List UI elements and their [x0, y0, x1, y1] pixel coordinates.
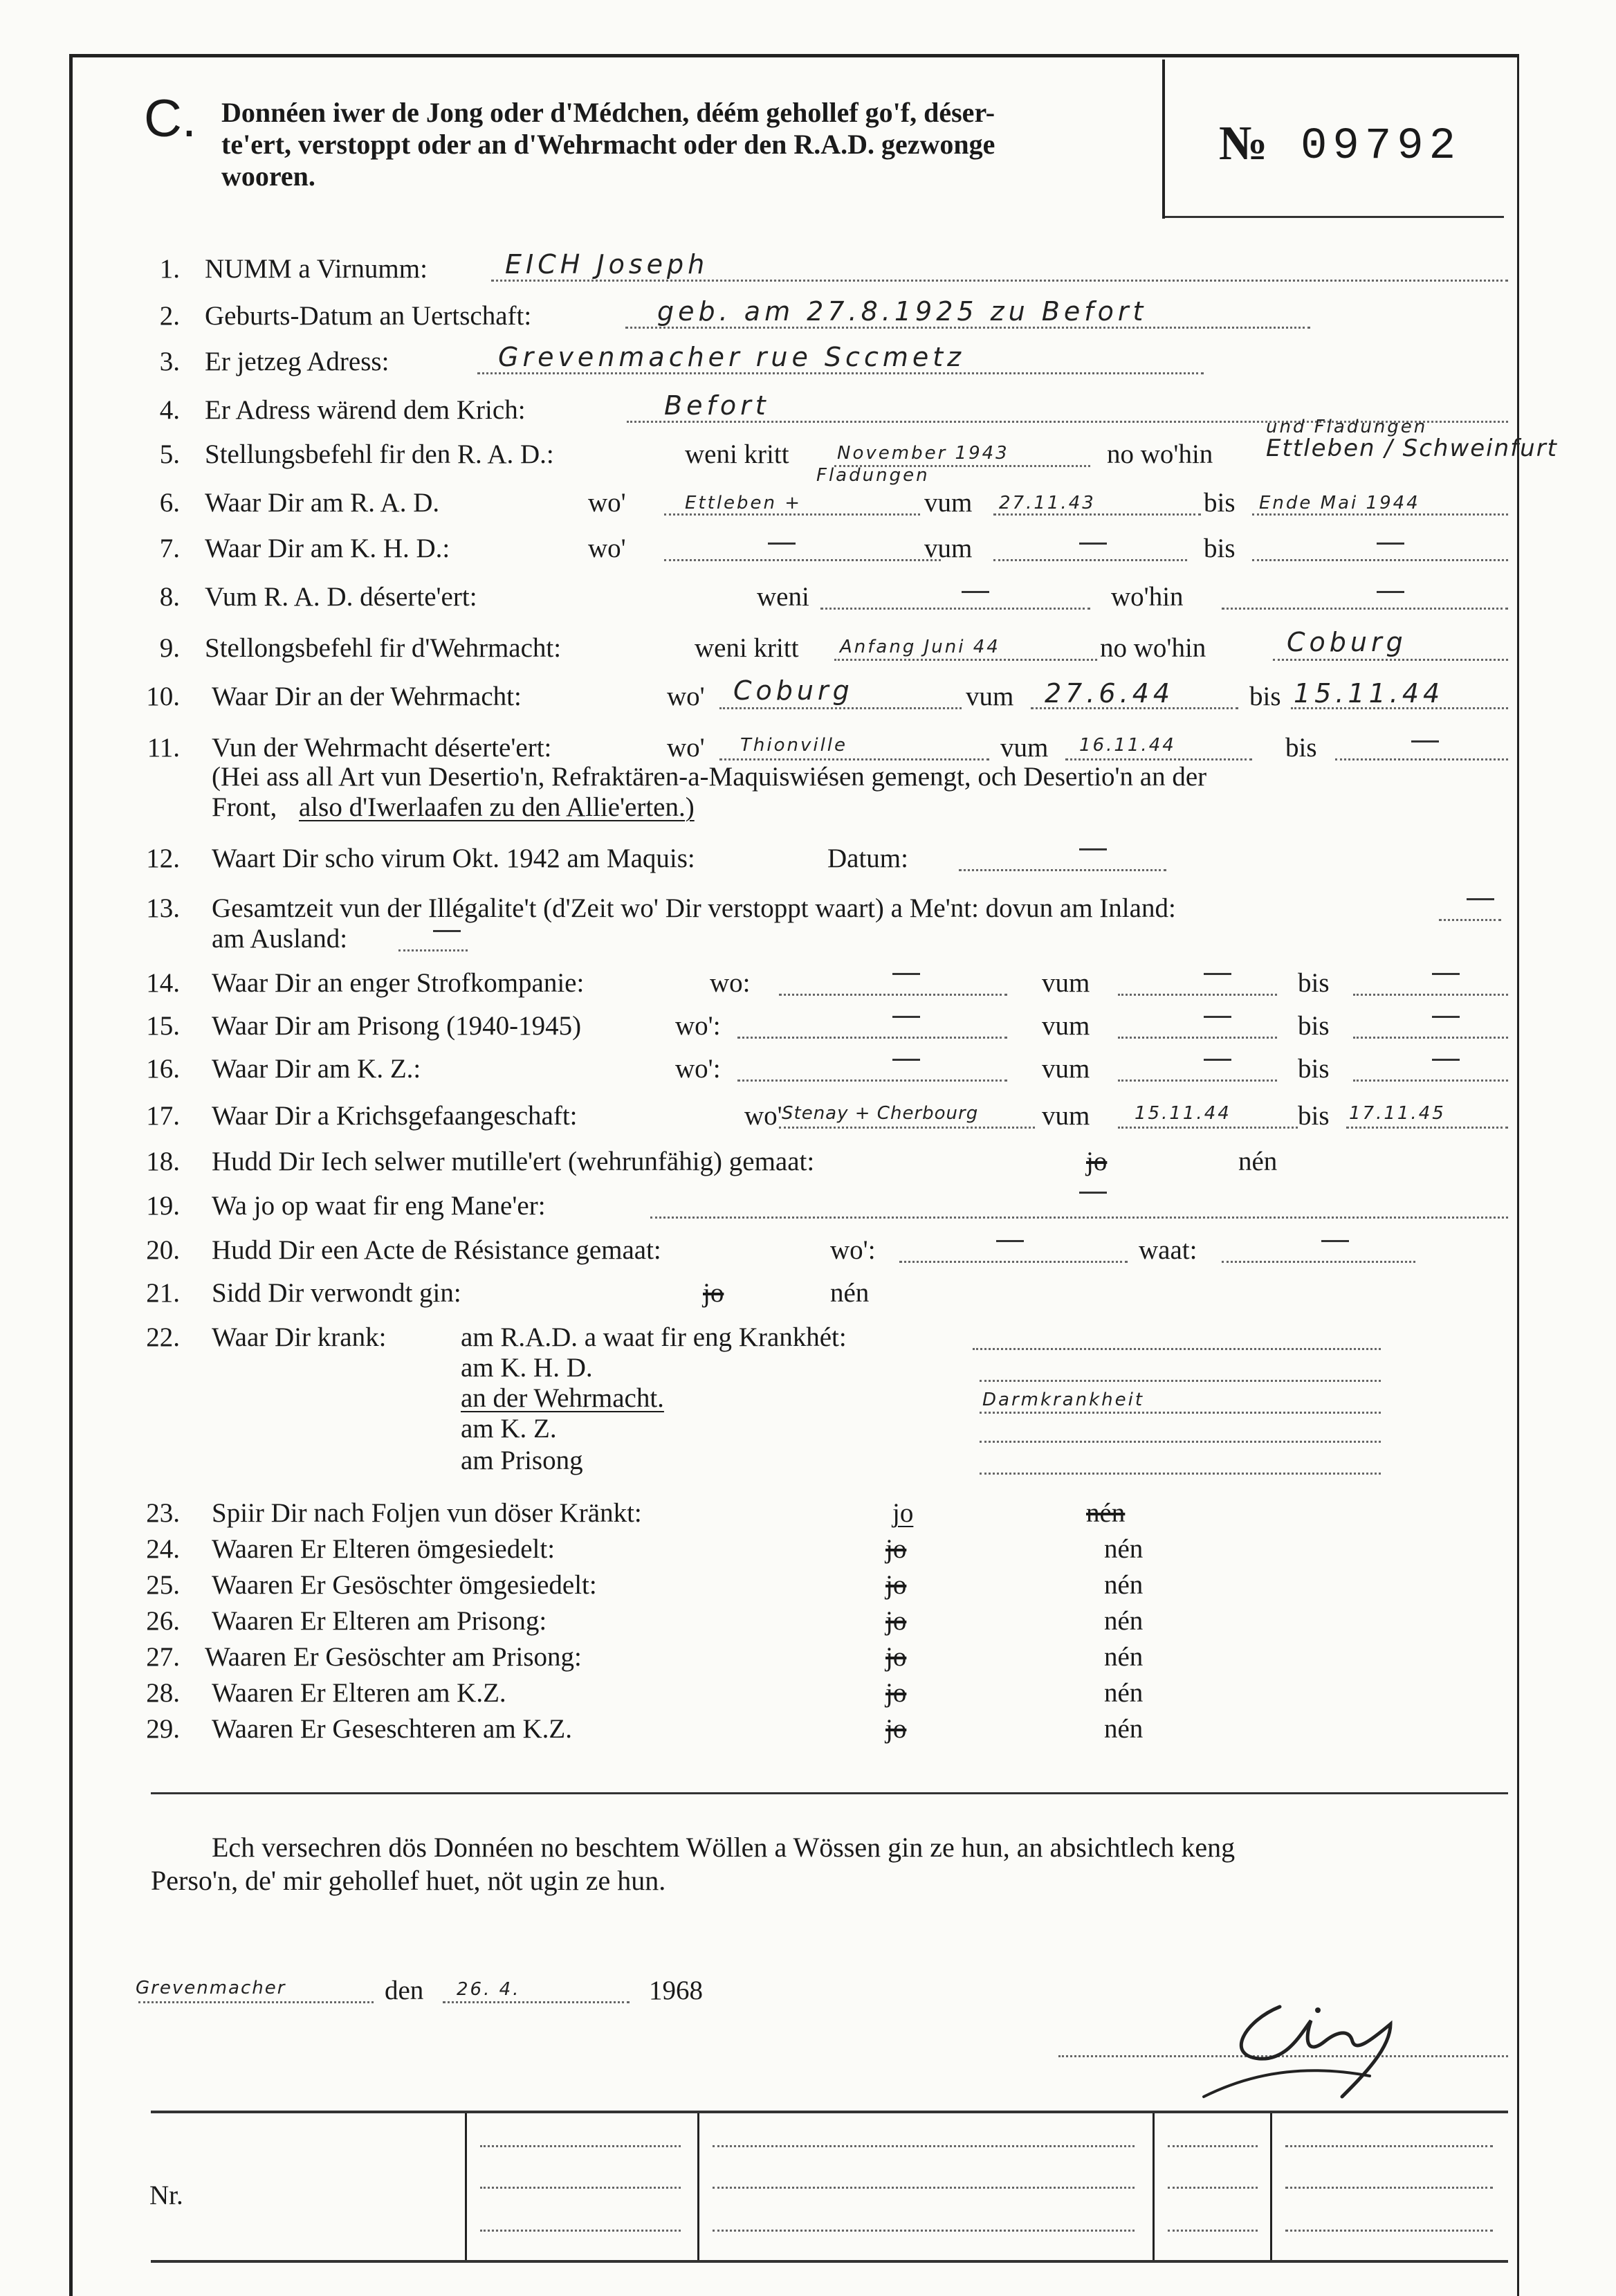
footer-nr-label: Nr. [149, 2180, 183, 2210]
item-20-number: 20. [146, 1235, 180, 1265]
item-23-number: 23. [146, 1498, 180, 1528]
item-26-nen: nén [1104, 1606, 1144, 1636]
item-14-wo-line [779, 994, 1007, 996]
item-12-label: Waart Dir scho virum Okt. 1942 am Maquis: [212, 844, 695, 873]
item-9-number: 9. [159, 633, 180, 663]
item-22-line-1 [973, 1348, 1381, 1350]
item-10-number: 10. [146, 682, 180, 711]
item-3-number: 3. [159, 347, 180, 376]
item-11-label: Vun der Wehrmacht déserte'ert: [212, 733, 552, 763]
item-2-value: geb. am 27.8.1925 zu Befort [657, 296, 1148, 327]
footer-dots-c3-r3 [1168, 2230, 1258, 2232]
signature-year: 1968 [649, 1976, 703, 2005]
item-11-wo: Thionville [740, 735, 848, 756]
item-3-label: Er jetzeg Adress: [205, 347, 389, 376]
item-22-value: Darmkrankheit [982, 1390, 1145, 1410]
signature-date: 26. 4. [457, 1979, 521, 2000]
item-29-label: Waaren Er Geseschteren am K.Z. [212, 1714, 572, 1744]
item-24-nen: nén [1104, 1534, 1144, 1564]
footer-dots-c2-r2 [713, 2187, 1135, 2189]
item-12-datum-label: Datum: [827, 844, 908, 873]
item-7-wo-dash [768, 543, 796, 545]
item-16-vum-dash [1204, 1059, 1231, 1061]
item-5-number: 5. [159, 439, 180, 469]
section-letter: C. [144, 89, 196, 148]
item-6-bis: Ende Mai 1944 [1259, 493, 1420, 513]
item-10-wo: Coburg [733, 675, 854, 706]
item-10-bis: 15.11.44 [1294, 678, 1444, 709]
footer-dots-c3-r2 [1168, 2187, 1258, 2189]
footer-dots-c4-r2 [1285, 2187, 1493, 2189]
item-20-label: Hudd Dir een Acte de Résistance gemaat: [212, 1235, 661, 1265]
header-bottom-rule [1165, 216, 1504, 218]
item-15-vum-dash [1204, 1016, 1231, 1018]
item-11-number: 11. [147, 733, 180, 763]
item-14-bis-dash [1432, 973, 1460, 975]
footer-col-4 [1270, 2113, 1272, 2260]
item-23-label: Spiir Dir nach Foljen vun döser Kränkt: [212, 1498, 642, 1528]
item-14-wo-dash [892, 973, 920, 975]
item-4-label: Er Adress wärend dem Krich: [205, 395, 526, 425]
item-13-label: Gesamtzeit vun der Illégalite't (d'Zeit wo' Dir verstoppt waart) a Me'nt: dovun am Inland: [212, 893, 1176, 923]
item-17-vum: 15.11.44 [1135, 1103, 1231, 1124]
item-22-sub-wehrmacht: an der Wehrmacht. [461, 1383, 664, 1413]
item-14-label: Waar Dir an enger Strofkompanie: [212, 968, 585, 998]
item-14-number: 14. [146, 968, 180, 998]
item-7-vum-dash [1079, 543, 1107, 545]
item-2-line [625, 327, 1310, 329]
item-15-bis-dash [1432, 1016, 1460, 1018]
item-6-vum-label: vum [924, 488, 973, 518]
item-20-waat-line [1222, 1261, 1415, 1263]
item-16-wo-dash [892, 1059, 920, 1061]
item-15-wo-line [737, 1037, 1007, 1039]
item-17-vum-line [1118, 1127, 1298, 1129]
item-13-label-2: am Ausland: [212, 924, 348, 954]
item-5-where-note: und Fladungen [1266, 417, 1428, 437]
item-5-where: Ettleben / Schweinfurt [1266, 435, 1559, 462]
item-22-label: Waar Dir krank: [212, 1322, 387, 1352]
signature-den-label: den [385, 1976, 424, 2005]
item-24-label: Waaren Er Elteren ömgesiedelt: [212, 1534, 556, 1564]
item-11-vum-label: vum [1000, 733, 1049, 763]
signature-mark [1162, 1993, 1453, 2104]
item-19-dash [1079, 1192, 1107, 1194]
item-29-jo: jo [885, 1714, 907, 1744]
item-19-number: 19. [146, 1191, 180, 1221]
item-17-label: Waar Dir a Krichsgefaangeschaft: [212, 1101, 578, 1131]
item-8-weni-label: weni [757, 582, 809, 612]
item-17-vum-label: vum [1042, 1101, 1090, 1131]
footer-dots-c1-r2 [480, 2187, 681, 2189]
item-26-jo: jo [885, 1606, 907, 1636]
item-6-wo-note: Fladungen [816, 465, 930, 486]
footer-bottom-rule [151, 2260, 1508, 2263]
item-11-bis-line [1335, 758, 1508, 760]
item-1-number: 1. [159, 254, 180, 284]
item-14-vum-line [1118, 994, 1277, 996]
item-8-label: Vum R. A. D. déserte'ert: [205, 582, 477, 612]
item-25-jo: jo [885, 1570, 907, 1600]
item-14-wo-label: wo: [710, 968, 751, 998]
item-7-bis-dash [1377, 543, 1404, 545]
item-10-vum: 27.6.44 [1045, 678, 1175, 709]
item-2-number: 2. [159, 301, 180, 331]
item-16-vum-line [1118, 1079, 1277, 1082]
item-13-ausland-dash [433, 930, 461, 932]
item-1-line [491, 280, 1508, 282]
item-5-where-label: no wo'hin [1107, 439, 1213, 469]
item-1-label: NUMM a Virnumm: [205, 254, 428, 284]
declaration-line-1: Ech versechren dös Donnéen no beschtem Wöllen a Wössen gin ze hun, an absichtlech keng [212, 1832, 1236, 1863]
item-3-line [477, 372, 1204, 374]
item-20-wo-label: wo': [830, 1235, 876, 1265]
item-12-number: 12. [146, 844, 180, 873]
item-29-nen: nén [1104, 1714, 1144, 1744]
item-6-vum: 27.11.43 [999, 493, 1096, 513]
item-23-nen: nén [1086, 1498, 1126, 1528]
item-11-vum-line [1065, 758, 1252, 760]
item-9-where-label: no wo'hin [1100, 633, 1206, 663]
footer-top-rule [151, 2111, 1508, 2113]
item-22-line-2 [980, 1380, 1381, 1382]
item-26-number: 26. [146, 1606, 180, 1636]
item-27-jo: jo [885, 1642, 907, 1672]
item-4-number: 4. [159, 395, 180, 425]
item-22-line-4 [980, 1441, 1381, 1443]
item-10-wo-line [719, 707, 962, 709]
item-15-wo-label: wo': [675, 1011, 721, 1041]
item-14-vum-dash [1204, 973, 1231, 975]
item-10-vum-label: vum [966, 682, 1014, 711]
item-19-line [650, 1217, 1508, 1219]
item-23-jo: jo [892, 1498, 914, 1528]
item-11-note-line-2a: Front, [212, 792, 277, 822]
item-6-wo: Ettleben + [685, 493, 802, 513]
item-6-wo-label: wo' [588, 488, 626, 518]
item-16-vum-label: vum [1042, 1054, 1090, 1084]
item-27-nen: nén [1104, 1642, 1144, 1672]
item-16-bis-dash [1432, 1059, 1460, 1061]
item-9-when-label: weni kritt [695, 633, 799, 663]
item-7-bis-label: bis [1204, 534, 1236, 563]
item-7-label: Waar Dir am K. H. D.: [205, 534, 450, 563]
item-16-number: 16. [146, 1054, 180, 1084]
item-28-nen: nén [1104, 1678, 1144, 1708]
header-divider [1162, 60, 1165, 219]
date-line [443, 2001, 630, 2003]
item-7-vum-label: vum [924, 534, 973, 563]
item-15-bis-line [1353, 1037, 1508, 1039]
item-21-number: 21. [146, 1278, 180, 1308]
item-9-where-line [1273, 659, 1508, 661]
item-28-jo: jo [885, 1678, 907, 1708]
declaration-separator [151, 1792, 1508, 1794]
item-22-sub-rad: am R.A.D. a waat fir eng Krankhét: [461, 1322, 847, 1352]
item-13-inland-line [1439, 919, 1501, 921]
header-title-line-2: te'ert, verstoppt oder an d'Wehrmacht oder den R.A.D. gezwonge [221, 129, 995, 160]
item-16-bis-label: bis [1298, 1054, 1330, 1084]
item-8-weni-dash [962, 591, 989, 593]
item-22-sub-prisong: am Prisong [461, 1446, 583, 1475]
footer-col-3 [1153, 2113, 1155, 2260]
item-7-wo-label: wo' [588, 534, 626, 563]
serial-number: 09792 [1301, 122, 1462, 172]
item-6-label: Waar Dir am R. A. D. [205, 488, 440, 518]
item-27-label: Waaren Er Gesöschter am Prisong: [205, 1642, 582, 1672]
item-22-line-3 [980, 1412, 1381, 1414]
footer-dots-c2-r1 [713, 2145, 1135, 2147]
footer-dots-c1-r1 [480, 2145, 681, 2147]
header-title-line-1: Donnéen iwer de Jong oder d'Médchen, déém gehollef go'f, déser- [221, 97, 995, 128]
item-11-vum: 16.11.44 [1079, 735, 1176, 756]
item-16-wo-line [737, 1079, 1007, 1082]
item-15-bis-label: bis [1298, 1011, 1330, 1041]
item-6-wo-line [664, 513, 920, 516]
item-4-value: Befort [664, 390, 770, 421]
item-12-datum-dash [1079, 848, 1107, 850]
item-6-bis-label: bis [1204, 488, 1236, 518]
item-13-inland-dash [1467, 898, 1494, 900]
item-12-datum-line [959, 869, 1166, 871]
item-11-wo-line [719, 758, 989, 760]
item-18-number: 18. [146, 1147, 180, 1176]
item-16-wo-label: wo': [675, 1054, 721, 1084]
item-21-jo: jo [703, 1278, 724, 1308]
item-28-label: Waaren Er Elteren am K.Z. [212, 1678, 506, 1708]
footer-dots-c2-r3 [713, 2230, 1135, 2232]
item-18-label: Hudd Dir Iech selwer mutille'ert (wehrunfähig) gemaat: [212, 1147, 815, 1176]
item-25-number: 25. [146, 1570, 180, 1600]
item-21-nen: nén [830, 1278, 870, 1308]
item-5-when-label: weni kritt [685, 439, 789, 469]
item-10-bis-label: bis [1249, 682, 1281, 711]
item-9-when-line [834, 659, 1097, 661]
item-17-bis-label: bis [1298, 1101, 1330, 1131]
item-11-bis-label: bis [1285, 733, 1317, 763]
item-6-number: 6. [159, 488, 180, 518]
item-24-jo: jo [885, 1534, 907, 1564]
item-11-note-line-2b: also d'Iwerlaafen zu den Allie'erten.) [299, 792, 695, 822]
item-7-number: 7. [159, 534, 180, 563]
item-2-label: Geburts-Datum an Uertschaft: [205, 301, 532, 331]
footer-dots-c4-r1 [1285, 2145, 1493, 2147]
footer-dots-c4-r3 [1285, 2230, 1493, 2232]
place-line [138, 2001, 374, 2003]
item-13-ausland-line [398, 949, 468, 951]
item-14-bis-label: bis [1298, 968, 1330, 998]
item-9-when: Anfang Juni 44 [840, 637, 1000, 657]
item-20-wo-line [899, 1261, 1128, 1263]
item-16-bis-line [1353, 1079, 1508, 1082]
signature-place: Grevenmacher [136, 1978, 286, 1998]
item-15-vum-label: vum [1042, 1011, 1090, 1041]
footer-col-2 [697, 2113, 699, 2260]
item-11-wo-label: wo' [667, 733, 705, 763]
item-1-value: EICH Joseph [505, 249, 709, 280]
item-19-label: Wa jo op waat fir eng Mane'er: [212, 1191, 546, 1221]
item-7-vum-line [993, 559, 1187, 561]
item-17-wo-label: wo' [744, 1101, 782, 1131]
item-17-bis-line [1346, 1127, 1508, 1129]
item-3-value: Grevenmacher rue Sccmetz [498, 342, 966, 372]
item-11-bis-dash [1411, 740, 1439, 742]
item-22-line-5 [980, 1473, 1381, 1475]
item-10-label: Waar Dir an der Wehrmacht: [212, 682, 522, 711]
item-28-number: 28. [146, 1678, 180, 1708]
item-15-label: Waar Dir am Prisong (1940-1945) [212, 1011, 582, 1041]
item-9-label: Stellongsbefehl fir d'Wehrmacht: [205, 633, 562, 663]
item-9-where: Coburg [1287, 627, 1407, 657]
item-24-number: 24. [146, 1534, 180, 1564]
item-18-jo: jo [1086, 1147, 1108, 1176]
item-5-label: Stellungsbefehl fir den R. A. D.: [205, 439, 554, 469]
item-25-nen: nén [1104, 1570, 1144, 1600]
item-8-weni-line [820, 608, 1090, 610]
item-17-number: 17. [146, 1101, 180, 1131]
item-25-label: Waaren Er Gesöschter ömgesiedelt: [212, 1570, 597, 1600]
item-22-sub-kz: am K. Z. [461, 1414, 557, 1443]
item-20-waat-dash [1321, 1240, 1349, 1242]
declaration-line-2: Perso'n, de' mir gehollef huet, nöt ugin ze hun. [151, 1865, 666, 1896]
item-10-wo-label: wo' [667, 682, 705, 711]
item-17-bis: 17.11.45 [1349, 1103, 1446, 1124]
item-18-nen: nén [1238, 1147, 1278, 1176]
item-6-vum-line [993, 513, 1201, 516]
footer-dots-c3-r1 [1168, 2145, 1258, 2147]
item-11-note-line-1: (Hei ass all Art vun Desertio'n, Refraktären-a-Maquiswiésen gemengt, och Desertio'n an der [212, 762, 1207, 792]
item-29-number: 29. [146, 1714, 180, 1744]
item-8-number: 8. [159, 582, 180, 612]
item-20-wo-dash [996, 1240, 1024, 1242]
footer-col-1 [465, 2113, 467, 2260]
footer-dots-c1-r3 [480, 2230, 681, 2232]
item-22-sub-khd: am K. H. D. [461, 1353, 593, 1383]
item-7-wo-line [664, 559, 941, 561]
item-6-bis-line [1252, 513, 1508, 516]
item-14-vum-label: vum [1042, 968, 1090, 998]
item-22-number: 22. [146, 1322, 180, 1352]
item-13-number: 13. [146, 893, 180, 923]
header-title-line-3: wooren. [221, 161, 315, 192]
item-20-waat-label: waat: [1139, 1235, 1197, 1265]
item-14-bis-line [1353, 994, 1508, 996]
item-27-number: 27. [146, 1642, 180, 1672]
item-15-vum-line [1118, 1037, 1277, 1039]
item-8-wohin-line [1222, 608, 1508, 610]
number-sign: № [1219, 117, 1268, 170]
item-15-wo-dash [892, 1016, 920, 1018]
item-16-label: Waar Dir am K. Z.: [212, 1054, 421, 1084]
item-21-label: Sidd Dir verwondt gin: [212, 1278, 461, 1308]
item-8-wohin-dash [1377, 591, 1404, 593]
item-17-wo: Stenay + Cherbourg [782, 1103, 979, 1124]
item-15-number: 15. [146, 1011, 180, 1041]
item-5-when: November 1943 [837, 443, 1009, 464]
item-7-bis-line [1252, 559, 1508, 561]
item-8-wohin-label: wo'hin [1111, 582, 1184, 612]
item-17-wo-line [779, 1127, 1035, 1129]
header-title [221, 97, 1148, 192]
item-26-label: Waaren Er Elteren am Prisong: [212, 1606, 547, 1636]
